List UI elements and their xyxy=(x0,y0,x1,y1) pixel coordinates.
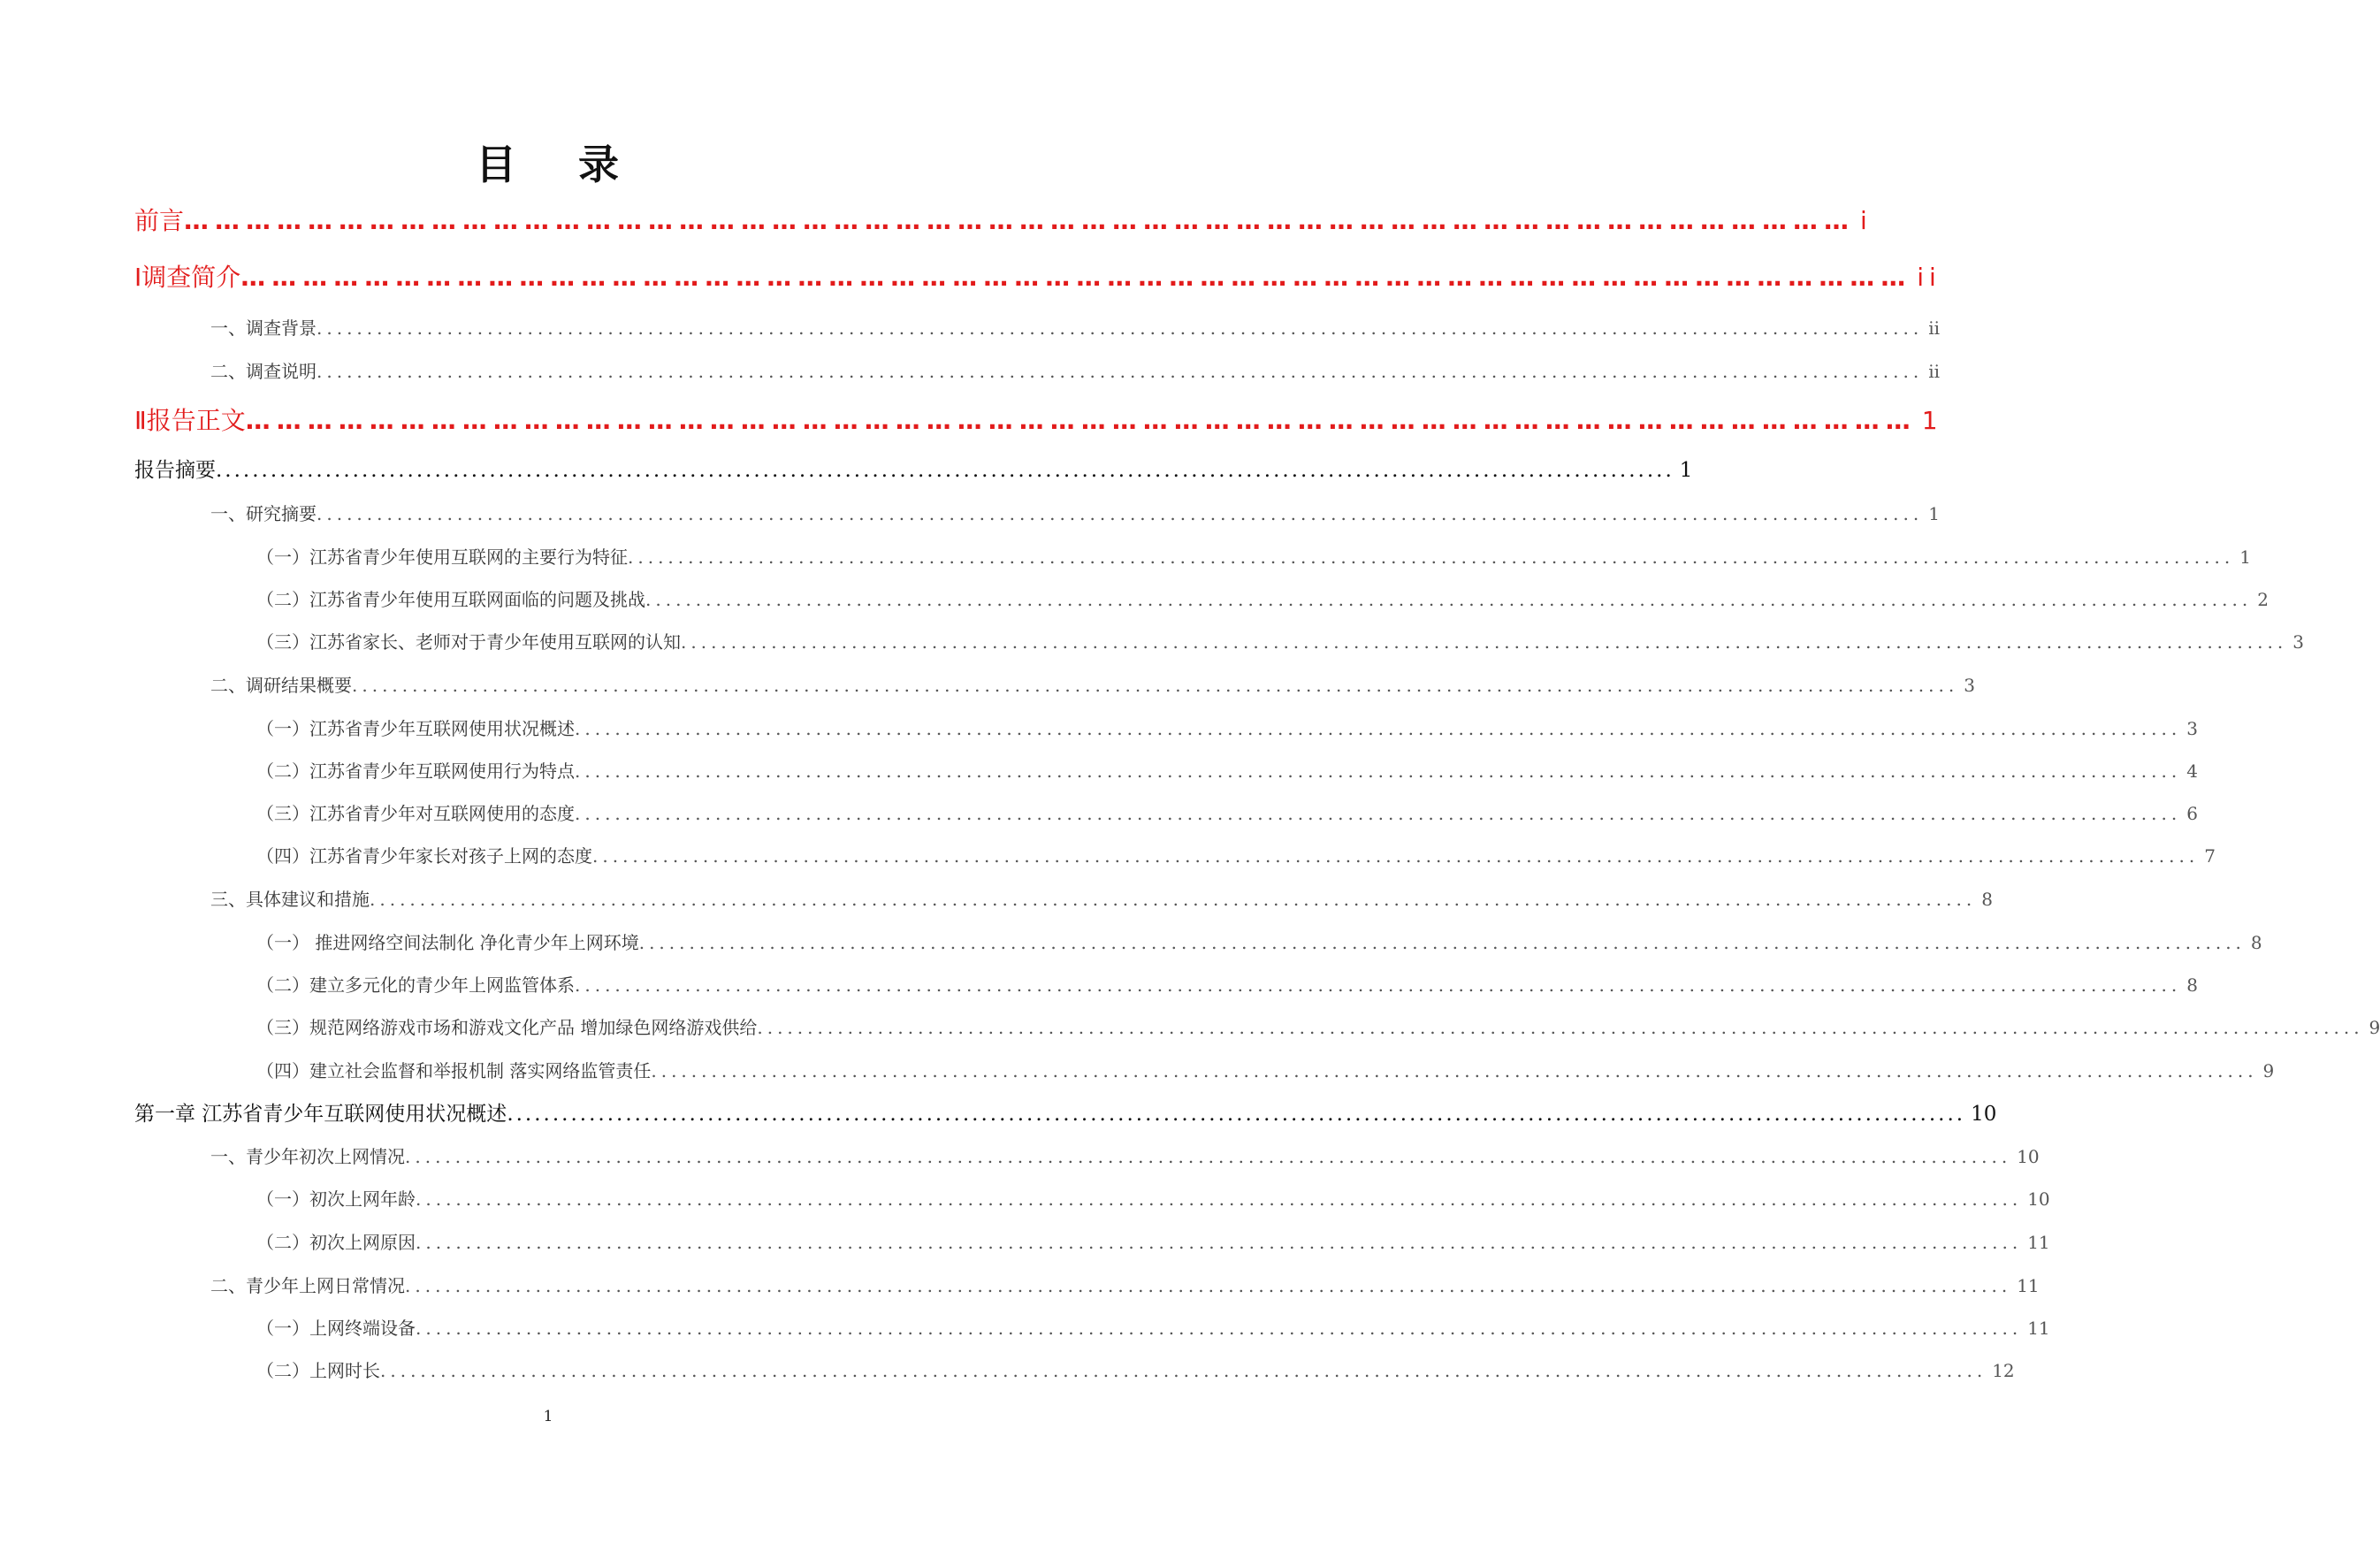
toc-entry-page: 3 xyxy=(2186,718,2198,739)
toc-entry-label: 三、具体建议和措施 xyxy=(210,889,370,910)
toc-entry[interactable] xyxy=(210,500,1940,525)
toc-entry[interactable] xyxy=(256,1013,2380,1039)
toc-entry[interactable] xyxy=(256,1228,2050,1254)
toc-leader-dots: ................................................................................................................................................................ xyxy=(405,1146,2012,1167)
toc-leader-dots: ................................................................................................................................................................ xyxy=(216,459,1674,482)
toc-entry-label: （一）上网终端设备 xyxy=(256,1318,416,1339)
toc-leader-dots: ................................................................................................................................................................ xyxy=(575,760,2182,782)
toc-entry-label: 一、调查背景 xyxy=(210,317,317,339)
toc-entry-label: 二、调研结果概要 xyxy=(210,675,352,696)
toc-entry-label: 第一章 江苏省青少年互联网使用状况概述 xyxy=(134,1103,507,1126)
toc-entry-page: 7 xyxy=(2204,845,2216,867)
toc-entry-page: 8 xyxy=(1981,889,1993,910)
toc-entry-page: 1 xyxy=(1921,406,1943,435)
toc-entry-page: 11 xyxy=(2027,1318,2050,1339)
toc-leader-dots: ................................................................................................................................................................ xyxy=(370,889,1977,910)
toc-entry[interactable] xyxy=(256,971,2198,997)
toc-entry-page: 11 xyxy=(2027,1232,2050,1253)
toc-entry-label: 一、青少年初次上网情况 xyxy=(210,1146,405,1167)
toc-leader-dots: ................................................................................................................................................................ xyxy=(575,803,2182,824)
toc-entry-label: （二）初次上网原因 xyxy=(256,1232,416,1253)
toc-entry[interactable] xyxy=(256,585,2269,611)
toc-leader-dots: ................................................................................................................................................................ xyxy=(416,1318,2023,1339)
toc-entry-label: （二）江苏省青少年使用互联网面临的问题及挑战 xyxy=(256,589,645,610)
toc-leader-dots: ................................................................................................................................................................ xyxy=(352,675,1959,696)
toc-entry-label: 二、调查说明 xyxy=(210,361,317,382)
toc-leader-dots: ................................................................................................................................................................ xyxy=(628,546,2235,568)
toc-entry[interactable] xyxy=(210,357,1940,383)
toc-entry-label: （一）江苏省青少年互联网使用状况概述 xyxy=(256,718,575,739)
toc-entry[interactable] xyxy=(134,258,1941,294)
toc-leader-dots: ................................................................................................................................................................ xyxy=(575,718,2182,739)
toc-leader-dots: ................................................................................................................................................................ xyxy=(317,317,1924,339)
toc-leader-dots: ................................................................................................................................................................ xyxy=(645,589,2253,610)
toc-entry-label: （二）上网时长 xyxy=(256,1360,380,1381)
toc-leader-dots: ................................................................................................................................................................ xyxy=(638,932,2246,953)
toc-entry-label: 报告摘要 xyxy=(134,459,216,482)
toc-entry-label: （四）建立社会监督和举报机制 落实网络监管责任 xyxy=(256,1060,652,1081)
toc-leader-dots: ................................................................................................................................................................ xyxy=(416,1188,2023,1210)
toc-entry[interactable] xyxy=(210,671,1975,697)
toc-entry-page: 4 xyxy=(2186,760,2198,782)
toc-entry[interactable] xyxy=(256,628,2304,653)
toc-entry-page: 10 xyxy=(1971,1103,1997,1126)
toc-entry-page: 1 xyxy=(1928,503,1940,524)
toc-entry-label: 一、研究摘要 xyxy=(210,503,317,524)
toc-entry[interactable] xyxy=(134,454,1693,483)
toc-entry-page: 10 xyxy=(2027,1188,2050,1210)
toc-leader-dots: ................................................................................................................................................................ xyxy=(416,1232,2023,1253)
toc-entry[interactable] xyxy=(210,1142,2040,1168)
toc-leader-dots: ……………………………………………………………………………………………………………………………………………… xyxy=(245,406,1917,435)
toc-entry[interactable] xyxy=(210,885,1993,911)
toc-entry-label: Ⅱ报告正文 xyxy=(134,406,246,435)
toc-title: 目 录 xyxy=(475,141,621,188)
toc-entry-label: 前言 xyxy=(134,206,185,235)
toc-entry-page: 9 xyxy=(2369,1017,2380,1038)
toc-entry-page: ii xyxy=(1928,361,1940,382)
toc-entry-label: （四）江苏省青少年家长对孩子上网的态度 xyxy=(256,845,592,867)
toc-entry-page: 1 xyxy=(1679,459,1693,482)
toc-leader-dots: ................................................................................................................................................................ xyxy=(757,1017,2364,1038)
toc-leader-dots: ................................................................................................................................................................ xyxy=(405,1275,2012,1296)
toc-entry[interactable] xyxy=(256,1057,2275,1082)
toc-entry[interactable] xyxy=(256,1356,2015,1382)
toc-entry-label: （二）建立多元化的青少年上网监管体系 xyxy=(256,974,575,996)
toc-entry-page: 3 xyxy=(1964,675,1975,696)
toc-entry-label: （三）江苏省青少年对互联网使用的态度 xyxy=(256,803,575,824)
toc-entry-page: i xyxy=(1860,206,1873,235)
toc-entry[interactable] xyxy=(134,202,1873,237)
toc-entry-page: 8 xyxy=(2186,974,2198,996)
toc-leader-dots: ................................................................................................................................................................ xyxy=(317,361,1924,382)
page-number: 1 xyxy=(543,1408,553,1425)
toc-leader-dots: ................................................................................................................................................................ xyxy=(651,1060,2258,1081)
toc-entry[interactable] xyxy=(256,1185,2050,1211)
toc-entry-page: ii xyxy=(1928,317,1940,339)
toc-entry-label: （三）规范网络游戏市场和游戏文化产品 增加绿色网络游戏供给 xyxy=(256,1017,758,1038)
toc-entry[interactable] xyxy=(134,1097,1997,1127)
toc-leader-dots: ................................................................................................................................................................ xyxy=(681,631,2288,653)
toc-entry-page: 2 xyxy=(2257,589,2269,610)
toc-entry-label: 二、青少年上网日常情况 xyxy=(210,1275,405,1296)
toc-entry[interactable] xyxy=(256,842,2216,867)
toc-leader-dots: ................................................................................................................................................................ xyxy=(592,845,2200,867)
toc-entry[interactable] xyxy=(210,314,1940,340)
toc-leader-dots: ................................................................................................................................................................ xyxy=(317,503,1924,524)
toc-entry-page: 6 xyxy=(2186,803,2198,824)
toc-leader-dots: ……………………………………………………………………………………………………………………………………………… xyxy=(240,263,1912,292)
toc-entry[interactable] xyxy=(256,1314,2050,1340)
toc-entry[interactable] xyxy=(134,401,1943,437)
toc-entry-page: 11 xyxy=(2017,1275,2040,1296)
toc-entry-page: 8 xyxy=(2250,932,2262,953)
toc-entry-page: ii xyxy=(1917,263,1941,292)
toc-entry[interactable] xyxy=(256,928,2262,954)
toc-entry[interactable] xyxy=(256,799,2198,825)
toc-entry-label: （一）初次上网年龄 xyxy=(256,1188,416,1210)
toc-entry[interactable] xyxy=(256,714,2198,740)
toc-leader-dots: ................................................................................................................................................................ xyxy=(380,1360,1987,1381)
toc-entry[interactable] xyxy=(256,543,2251,569)
toc-entry-page: 9 xyxy=(2262,1060,2275,1081)
toc-entry-label: （三）江苏省家长、老师对于青少年使用互联网的认知 xyxy=(256,631,681,653)
toc-entry-page: 3 xyxy=(2292,631,2304,653)
toc-entry-label: （二）江苏省青少年互联网使用行为特点 xyxy=(256,760,575,782)
toc-entry-label: （一） 推进网络空间法制化 净化青少年上网环境 xyxy=(256,932,639,953)
toc-entry-page: 1 xyxy=(2239,546,2251,568)
toc-leader-dots: ……………………………………………………………………………………………………………………………………………… xyxy=(184,206,1856,235)
toc-entry-page: 10 xyxy=(2017,1146,2040,1167)
toc-entry-label: Ⅰ调查简介 xyxy=(134,263,241,292)
toc-entry-label: （一）江苏省青少年使用互联网的主要行为特征 xyxy=(256,546,628,568)
toc-entry[interactable] xyxy=(210,1272,2040,1297)
toc-entry[interactable] xyxy=(256,757,2198,783)
toc-leader-dots: ................................................................................................................................................................ xyxy=(575,974,2182,996)
toc-leader-dots: ................................................................................................................................................................ xyxy=(507,1103,1966,1126)
toc-entry-page: 12 xyxy=(1992,1360,2015,1381)
